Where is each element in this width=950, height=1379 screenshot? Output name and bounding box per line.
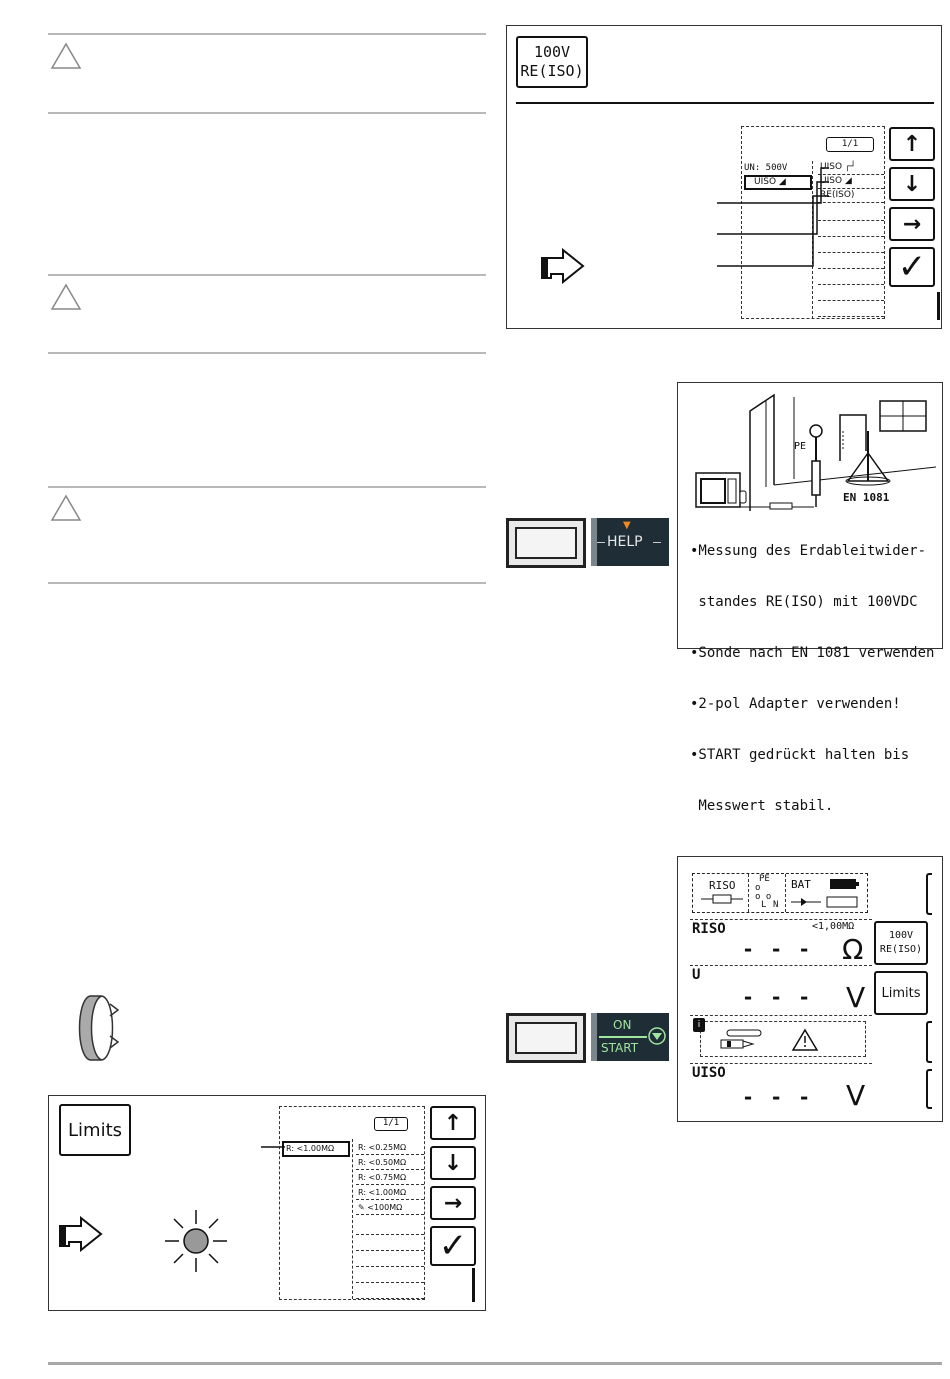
down-arrow-icon: ↓ [902,171,922,197]
separator [516,102,934,104]
help-line: •START gedrückt halten bis [690,747,910,763]
option-uiso-2[interactable]: UISO ◢ [818,175,884,189]
u-unit: V [846,981,866,1014]
limit-selected[interactable]: R: <1.00MΩ [282,1141,350,1157]
down-arrow-button[interactable] [889,167,935,201]
mode-softkey[interactable] [874,921,928,965]
start-key-label-tile [591,1013,669,1061]
key-face [515,527,577,559]
confirm-button[interactable] [430,1226,476,1266]
pe-label: PE [759,874,770,884]
divider [352,1139,353,1299]
mode-softkey-line2: RE(ISO) [520,62,584,80]
limits-softkey-label: Limits [881,985,921,1001]
option-label: RE(ISO) [820,190,855,200]
limits-softkey-label: Limits [68,1119,122,1141]
bracket [926,1021,932,1063]
right-arrow-icon: → [443,1190,463,1216]
help-physical-key[interactable] [506,518,586,568]
help-line: •Sonde nach EN 1081 verwenden [690,645,935,661]
list-item [356,1269,424,1283]
n-label: N [773,900,779,910]
page-indicator: 1/1 [826,137,874,152]
checkmark-icon: ✓ [438,1226,468,1266]
bracket [926,873,932,915]
list-item [356,1253,424,1267]
scrollbar [472,1268,475,1302]
riso-unit: Ω [842,933,864,966]
arrow-pointer-icon [57,1216,103,1252]
up-arrow-icon: ↑ [902,131,922,157]
start-physical-key[interactable] [506,1013,586,1063]
up-arrow-button[interactable] [430,1106,476,1140]
battery-icon [829,878,859,890]
divider [48,582,486,584]
status-bar [692,873,868,913]
limits-softkey[interactable] [59,1104,131,1156]
arrow-pointer-icon [539,248,587,284]
list-item [356,1237,424,1251]
limit-option-edit[interactable]: ✎ <100MΩ [356,1201,424,1215]
limit-option[interactable]: R: <0.25MΩ [356,1141,424,1155]
probe-adapter-icon [717,1028,777,1050]
divider [48,352,486,354]
page-indicator: 1/1 [374,1117,408,1131]
warning-icon [50,42,82,70]
bat-label: BAT [791,878,811,891]
uiso-selected[interactable]: UISO ◢ [744,175,812,190]
option-label: UISO [820,162,843,172]
riso-name: RISO [692,921,726,937]
limit-option[interactable]: R: <0.50MΩ [356,1156,424,1170]
right-arrow-button[interactable] [889,207,935,241]
info-panel [697,1020,866,1057]
list-item [818,303,884,317]
down-circle-icon [647,1026,667,1046]
tile-edge [591,1013,597,1061]
divider [48,486,486,488]
option-uiso-1[interactable]: UISO ┌┘ [818,161,884,175]
resistor-icon [701,894,743,904]
divider [48,274,486,276]
measurement-screen [677,856,943,1122]
help-screen [677,382,943,814]
warning-icon [791,1028,819,1052]
mode-softkey[interactable] [516,36,588,88]
help-line: Messwert stabil. [690,798,834,814]
divider [48,112,486,114]
help-key-label: HELP [607,534,643,550]
uiso-value: - - - [742,1085,813,1109]
row-divider [690,1063,872,1064]
right-arrow-icon: → [902,211,922,237]
earth-leakage-illustration [690,391,936,513]
row-divider [690,919,872,920]
tile-line [597,542,605,543]
up-arrow-button[interactable] [889,127,935,161]
start-label: START [601,1041,639,1055]
key-face [515,1022,577,1054]
limit-option[interactable]: R: <1.00MΩ [356,1186,424,1200]
riso-limit: <1,00MΩ [812,921,855,932]
u-name: U [692,967,701,983]
list-item [356,1285,424,1299]
limit-option[interactable]: R: <0.75MΩ [356,1171,424,1185]
scrollbar [937,292,940,320]
limits-softkey[interactable] [874,971,928,1015]
row-divider [690,965,872,966]
right-arrow-button[interactable] [430,1186,476,1220]
confirm-button[interactable] [889,247,935,287]
footer-rule [48,1362,942,1365]
riso-status-label: RISO [709,879,736,892]
rotate-icon [70,990,126,1066]
un-label: UN: 500V [744,163,788,173]
l-label: L [761,900,767,910]
divider [48,33,486,35]
warning-icon [50,283,82,311]
connector-dots: o o o [755,883,772,902]
diode-icon [791,896,861,908]
help-text [690,509,934,849]
mode-softkey-line1: 100V [533,43,571,61]
limit-option-list [356,1141,424,1299]
leader-line [261,1144,285,1150]
list-item [818,287,884,301]
uiso-unit: V [846,1079,866,1112]
riso-value: - - - [742,937,813,961]
warning-icon [50,494,82,522]
u-value: - - - [742,985,813,1009]
mode-softkey-line1: 100V [888,930,914,941]
down-arrow-button[interactable] [430,1146,476,1180]
down-arrow-icon: ↓ [443,1150,463,1176]
limit-option-label: <100MΩ [367,1203,403,1212]
checkmark-icon: ✓ [897,247,927,287]
uiso-selected-label: UISO [754,177,777,187]
up-arrow-icon: ↑ [443,1110,463,1136]
option-label: UISO [820,176,843,186]
row-divider [690,1015,872,1016]
limits-option-panel [279,1106,425,1300]
list-item [356,1221,424,1235]
limits-screen [48,1095,486,1311]
tile-line [653,542,661,543]
divider [748,874,749,912]
lamp-icon [163,1208,229,1274]
help-key-label-tile [591,518,669,566]
info-icon: i [693,1018,705,1032]
mode-softkey-line2: RE(ISO) [879,944,923,955]
help-line: •Messung des Erdableitwider- [690,543,927,559]
leader-lines [717,166,837,276]
help-line: •2-pol Adapter verwenden! [690,696,901,712]
pe-label: PE [794,441,807,452]
uiso-name: UISO [692,1065,726,1081]
on-label: ON [613,1018,632,1032]
tile-line [599,1036,647,1038]
indicator-icon: ▼ [623,520,631,531]
divider [785,874,786,912]
help-line: standes RE(ISO) mit 100VDC [690,594,918,610]
bracket [926,1069,932,1109]
mode-select-screen [506,25,942,329]
en-label: EN 1081 [843,491,890,504]
